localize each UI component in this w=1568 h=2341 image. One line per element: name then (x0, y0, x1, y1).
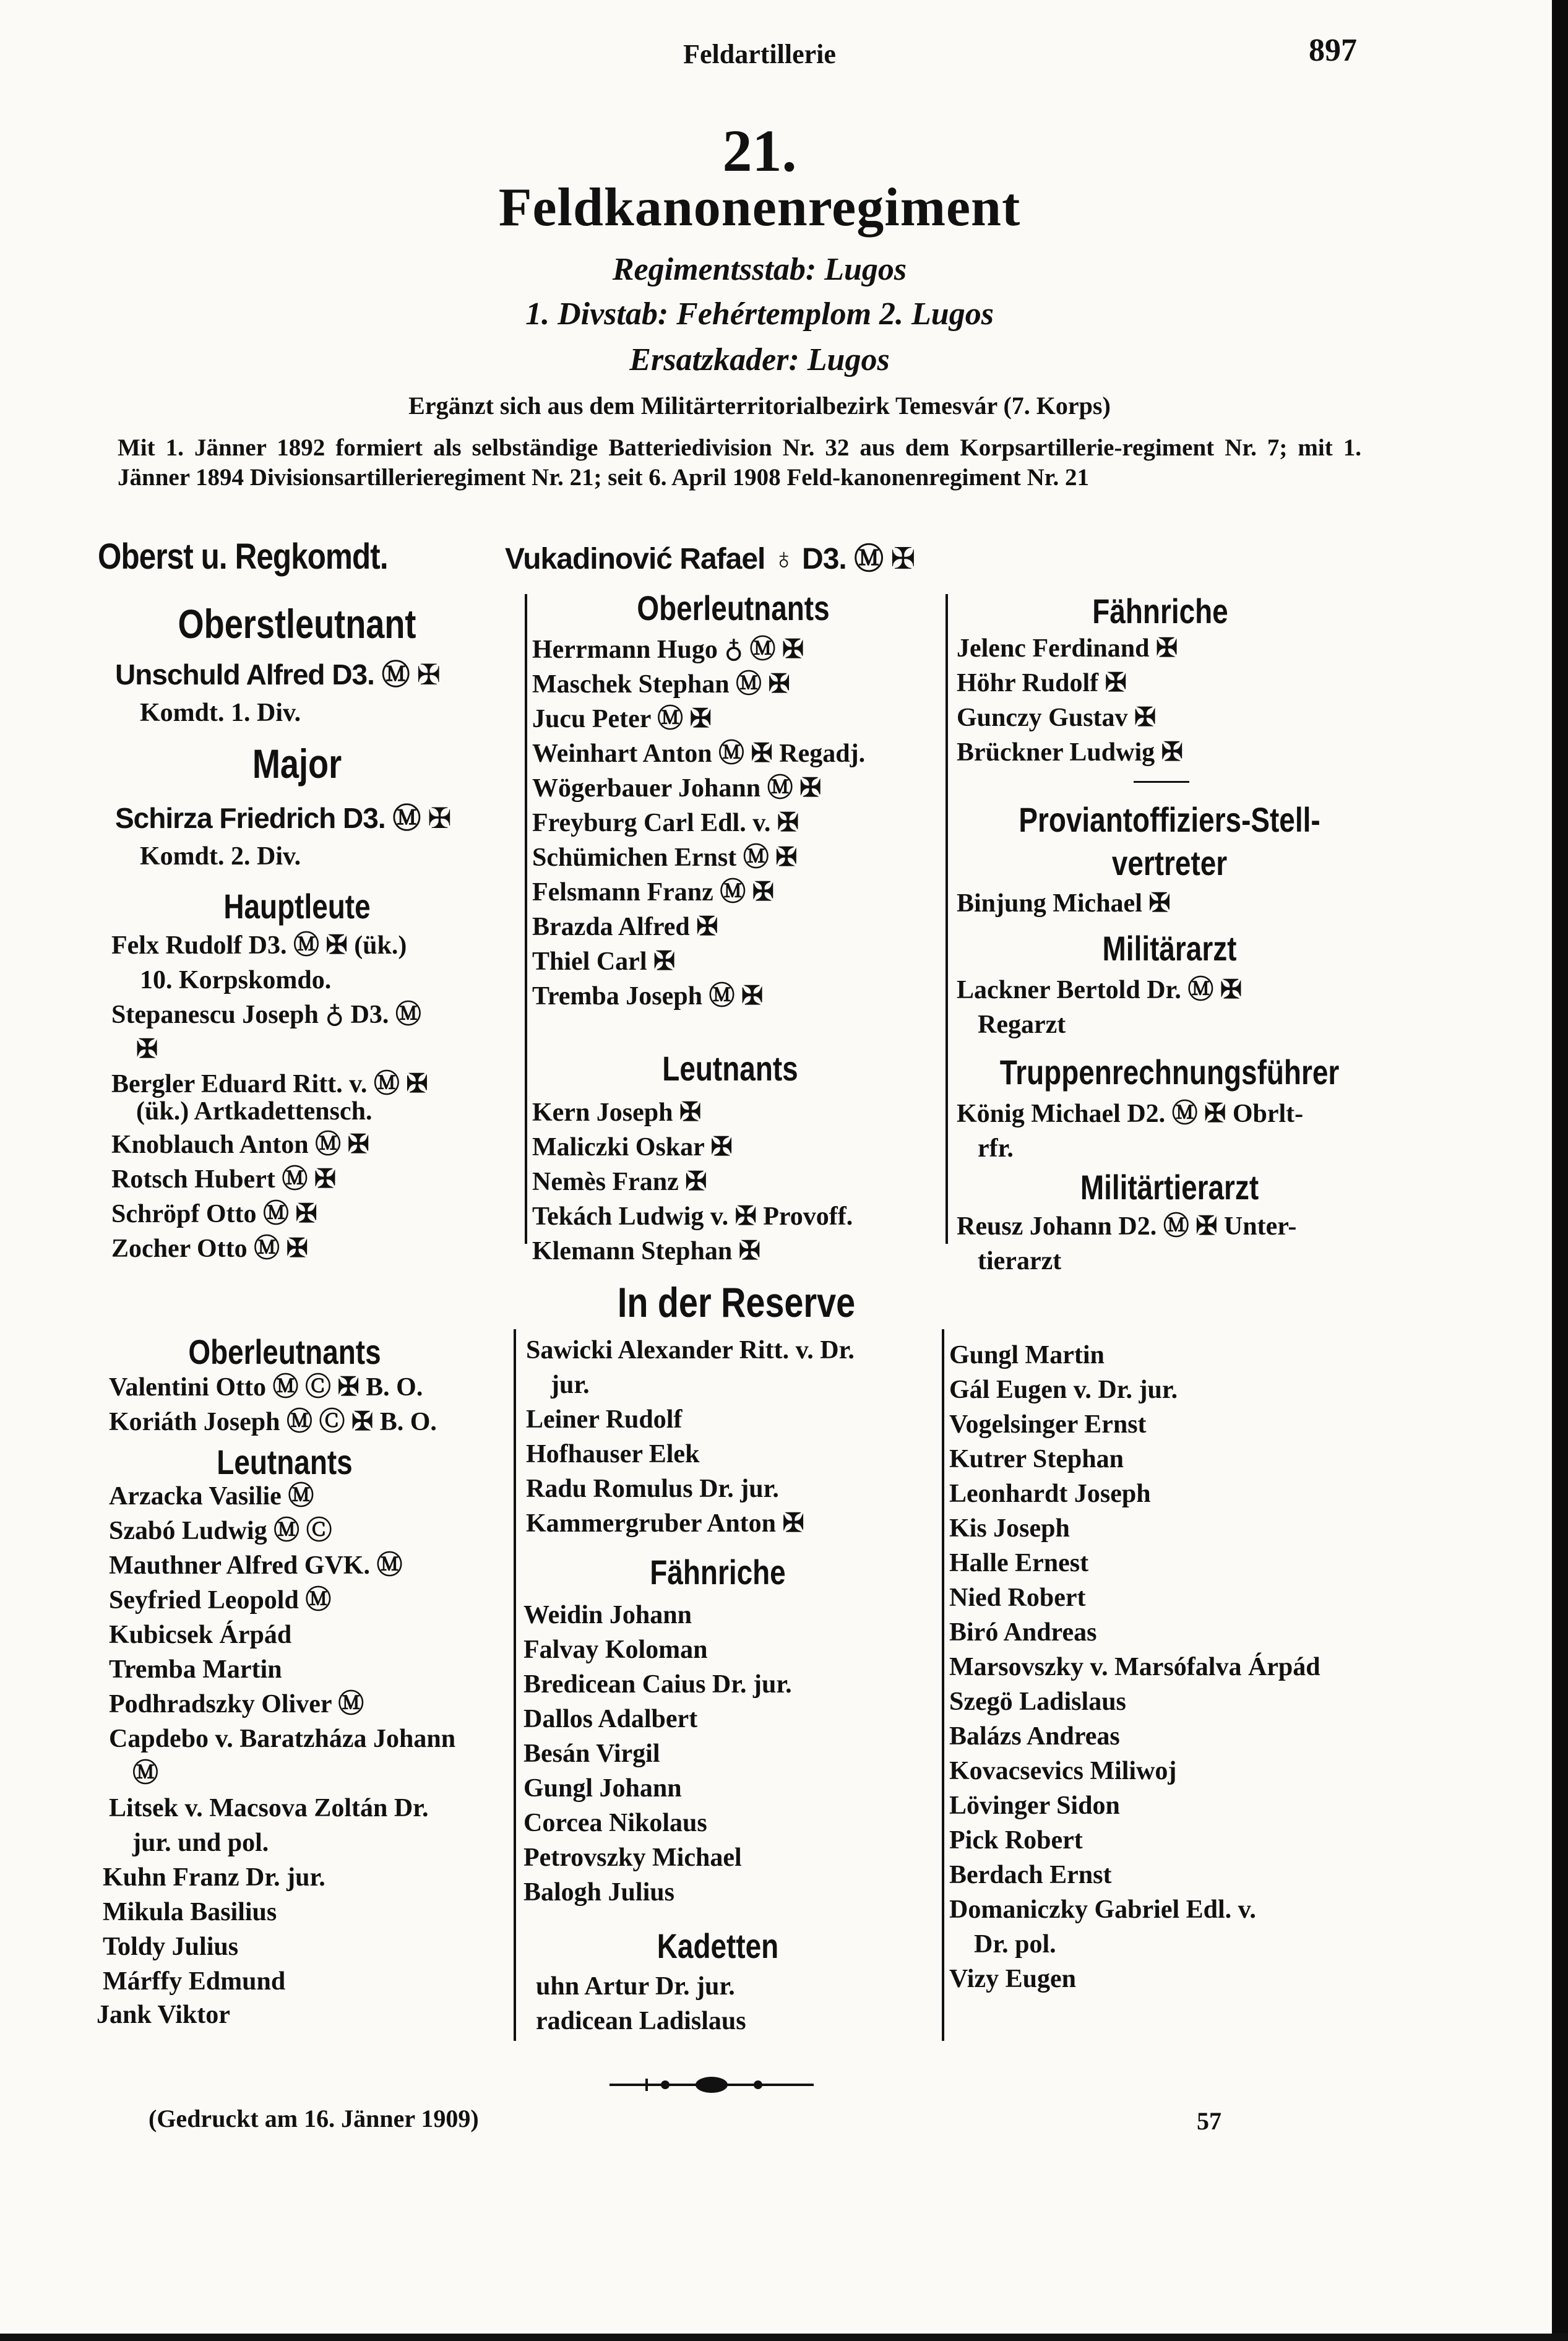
reserve-row: Nied Robert (949, 1584, 1086, 1612)
oberleutnant-row: Thiel Carl ✠ (532, 947, 676, 976)
ornament-divider (610, 2076, 814, 2094)
oberleutnant-row: Felsmann Franz Ⓜ ✠ (532, 878, 775, 907)
separator-line (1134, 781, 1189, 783)
reserve-row: Szegö Ladislaus (949, 1688, 1126, 1716)
heading-oberstleutnant: Oberstleutnant (178, 601, 416, 647)
reserve-row: Kovacsevics Miliwoj (949, 1757, 1177, 1785)
reserve-row: Leonhardt Joseph (949, 1480, 1151, 1508)
reserve-row: Hofhauser Elek (526, 1440, 700, 1468)
reserve-faehnrich-row: Gungl Johann (523, 1774, 682, 1803)
hauptmann-row: 10. Korpskomdo. (140, 966, 332, 994)
heading-oberleutnants: Oberleutnants (637, 588, 830, 627)
kadett-row: uhn Artur Dr. jur. (536, 1972, 735, 2001)
ersatzkader: Ersatzkader: Lugos (629, 342, 890, 377)
reserve-row: Biró Andreas (949, 1618, 1097, 1647)
heading-kadetten: Kadetten (657, 1926, 779, 1965)
oberleutnant-row: Tremba Joseph Ⓜ ✠ (532, 982, 764, 1011)
leutnant-row: Klemann Stephan ✠ (532, 1237, 760, 1265)
reserve-leutnant-row: Seyfried Leopold Ⓜ (109, 1586, 332, 1615)
oberleutnant-row: Freyburg Carl Edl. v. ✠ (532, 809, 799, 837)
reserve-row: Balázs Andreas (949, 1722, 1120, 1751)
hauptmann-row: Schröpf Otto Ⓜ ✠ (111, 1200, 317, 1228)
tierarzt-note: tierarzt (978, 1247, 1062, 1275)
divstab: 1. Divstab: Fehértemplom 2. Lugos (525, 296, 994, 332)
ergaenzungsbezirk: Ergänzt sich aus dem Militärterritorialbezirk Temesvár (7. Korps) (408, 392, 1111, 420)
reserve-leutnant-row: Arzacka Vasilie Ⓜ (109, 1482, 314, 1511)
heading-reserve-leutnants: Leutnants (217, 1442, 353, 1481)
reserve-faehnrich-row: Weidin Johann (523, 1601, 692, 1629)
reserve-leutnant-row: Litsek v. Macsova Zoltán Dr. (109, 1794, 429, 1822)
reserve-rule-right (942, 1329, 944, 2041)
reserve-leutnant-row: Podhradszky Oliver Ⓜ (109, 1690, 364, 1718)
column-rule-right (946, 594, 948, 1244)
reserve-faehnrich-row: Bredicean Caius Dr. jur. (523, 1670, 792, 1699)
reserve-oberleutnant-row: Koriáth Joseph Ⓜ Ⓒ ✠ B. O. (109, 1408, 437, 1436)
scan-edge-bottom (0, 2334, 1568, 2341)
reserve-leutnant-row: Kubicsek Árpád (109, 1621, 292, 1649)
oberst-label: Oberst u. Regkomdt. (98, 537, 388, 577)
reserve-row: Dr. pol. (974, 1930, 1056, 1959)
reserve-row: Pick Robert (949, 1826, 1083, 1855)
reserve-row: Gál Eugen v. Dr. jur. (949, 1376, 1178, 1404)
oberleutnant-row: Wögerbauer Johann Ⓜ ✠ (532, 774, 822, 803)
reserve-leutnant-row: Tremba Martin (109, 1655, 282, 1684)
reserve-row: Vizy Eugen (949, 1965, 1076, 1993)
reserve-row: Lövinger Sidon (949, 1791, 1120, 1820)
heading-proviant-cont: vertreter (1111, 843, 1228, 882)
truppen-row: König Michael D2. Ⓜ ✠ Obrlt- (957, 1100, 1304, 1128)
reserve-row: Berdach Ernst (949, 1861, 1112, 1889)
faehnrich-row: Brückner Ludwig ✠ (957, 738, 1183, 767)
hauptmann-row: Zocher Otto Ⓜ ✠ (111, 1235, 308, 1263)
reserve-row: Halle Ernest (949, 1549, 1089, 1577)
oberleutnant-row: Jucu Peter Ⓜ ✠ (532, 705, 712, 733)
hauptmann-row: (ük.) Artkadettensch. (136, 1097, 373, 1126)
faehnrich-row: Höhr Rudolf ✠ (957, 669, 1127, 697)
column-rule-left (525, 594, 527, 1244)
oberleutnant-row: Herrmann Hugo ♁ Ⓜ ✠ (532, 636, 804, 664)
reserve-faehnrich-row: Dallos Adalbert (523, 1705, 698, 1733)
tierarzt-row: Reusz Johann D2. Ⓜ ✠ Unter- (957, 1212, 1297, 1241)
page-number: 897 (1309, 33, 1357, 68)
leutnant-row: Nemès Franz ✠ (532, 1168, 707, 1196)
heading-faehnriche: Fähnriche (1092, 592, 1228, 631)
hauptmann-row: Bergler Eduard Ritt. v. Ⓜ ✠ (111, 1070, 428, 1098)
heading-major: Major (252, 741, 342, 787)
reserve-leutnant-row: Capdebo v. Baratzháza Johann (109, 1725, 456, 1753)
reserve-row: jur. (551, 1371, 590, 1399)
heading-reserve: In der Reserve (617, 1279, 856, 1326)
reserve-row: Kutrer Stephan (949, 1445, 1124, 1473)
heading-proviant: Proviantoffiziers-Stell- (1019, 800, 1320, 839)
heading-hauptleute: Hauptleute (223, 887, 371, 926)
reserve-leutnant-row: Ⓜ (132, 1759, 159, 1788)
reserve-leutnant-row: Kuhn Franz Dr. jur. (103, 1863, 325, 1892)
hauptmann-row: Stepanescu Joseph ♁ D3. Ⓜ (111, 1001, 421, 1029)
reserve-leutnant-row: Mauthner Alfred GVK. Ⓜ (109, 1551, 403, 1580)
oberst-name: Vukadinović Rafael ♁ D3. Ⓜ ✠ (505, 543, 915, 576)
major-note: Komdt. 2. Div. (140, 842, 301, 871)
leutnant-row: Maliczki Oskar ✠ (532, 1133, 733, 1162)
reserve-leutnant-row: Mikula Basilius (103, 1898, 277, 1926)
reserve-faehnrich-row: Besán Virgil (523, 1740, 660, 1768)
faehnrich-row: Gunczy Gustav ✠ (957, 704, 1157, 732)
heading-truppenrechnungsfuehrer: Truppenrechnungsführer (999, 1053, 1340, 1092)
reserve-faehnrich-row: Corcea Nikolaus (523, 1809, 707, 1837)
reserve-leutnant-row: Márffy Edmund (103, 1967, 286, 1996)
faehnrich-row: Jelenc Ferdinand ✠ (957, 634, 1178, 663)
major-name: Schirza Friedrich D3. Ⓜ ✠ (115, 802, 451, 834)
hauptmann-row: ✠ (136, 1035, 158, 1064)
reserve-row: Radu Romulus Dr. jur. (526, 1475, 779, 1503)
oberleutnant-row: Weinhart Anton Ⓜ ✠ Regadj. (532, 739, 866, 768)
regiment-number: 21. (722, 118, 797, 184)
reserve-row: Leiner Rudolf (526, 1405, 683, 1434)
reserve-row: Vogelsinger Ernst (949, 1410, 1147, 1439)
reserve-faehnrich-row: Balogh Julius (523, 1878, 674, 1907)
reserve-row: Domaniczky Gabriel Edl. v. (949, 1895, 1256, 1924)
regimentsstab: Regimentsstab: Lugos (612, 252, 907, 287)
running-head: Feldartillerie (683, 39, 836, 69)
regiment-history: Mit 1. Jänner 1892 formiert als selbständige Batteriedivision Nr. 32 aus dem Korpsartillerie-regiment Nr. 7; mit 1. Jänner 1894 Divisionsartillerieregiment Nr. 21; seit 6. April 1908 Feld-kanonenregiment Nr. 21 (118, 434, 1361, 491)
reserve-leutnant-row: Jank Viktor (97, 2001, 230, 2029)
reserve-row: Sawicki Alexander Ritt. v. Dr. (526, 1336, 855, 1365)
reserve-leutnant-row: Szabó Ludwig Ⓜ Ⓒ (109, 1517, 332, 1545)
reserve-row: Marsovszky v. Marsófalva Árpád (949, 1653, 1320, 1681)
hauptmann-row: Rotsch Hubert Ⓜ ✠ (111, 1165, 337, 1194)
heading-militaerarzt: Militärarzt (1102, 929, 1237, 968)
signature-mark: 57 (1197, 2107, 1221, 2135)
oberleutnant-row: Brazda Alfred ✠ (532, 913, 718, 941)
reserve-faehnrich-row: Falvay Koloman (523, 1636, 708, 1664)
kadett-row: radicean Ladislaus (536, 2007, 746, 2035)
heading-reserve-faehnriche: Fähnriche (650, 1553, 786, 1592)
reserve-leutnant-row: jur. und pol. (132, 1829, 269, 1857)
reserve-row: Kis Joseph (949, 1514, 1070, 1543)
arzt-row: Lackner Bertold Dr. Ⓜ ✠ (957, 976, 1243, 1004)
reserve-leutnant-row: Toldy Julius (103, 1933, 239, 1961)
obstlt-note: Komdt. 1. Div. (140, 699, 301, 727)
leutnant-row: Kern Joseph ✠ (532, 1098, 702, 1127)
reserve-oberleutnant-row: Valentini Otto Ⓜ Ⓒ ✠ B. O. (109, 1373, 423, 1402)
hauptmann-row: Felx Rudolf D3. Ⓜ ✠ (ük.) (111, 931, 407, 960)
reserve-faehnrich-row: Petrovszky Michael (523, 1843, 742, 1872)
oberleutnant-row: Schümichen Ernst Ⓜ ✠ (532, 843, 798, 872)
obstlt-name: Unschuld Alfred D3. Ⓜ ✠ (115, 658, 441, 691)
heading-militaertierarzt: Militärtierarzt (1080, 1168, 1259, 1207)
reserve-rule-left (514, 1329, 516, 2041)
oberleutnant-row: Maschek Stephan Ⓜ ✠ (532, 670, 790, 699)
regiment-name: Feldkanonenregiment (498, 178, 1021, 238)
scan-edge-right (1552, 0, 1568, 2341)
arzt-note: Regarzt (978, 1011, 1066, 1039)
reserve-row: Gungl Martin (949, 1341, 1105, 1369)
heading-leutnants: Leutnants (662, 1049, 798, 1088)
print-date: (Gedruckt am 16. Jänner 1909) (149, 2105, 479, 2132)
hauptmann-row: Knoblauch Anton Ⓜ ✠ (111, 1131, 369, 1159)
reserve-row: Kammergruber Anton ✠ (526, 1509, 804, 1538)
truppen-note: rfr. (978, 1134, 1014, 1163)
heading-reserve-oberleutnants: Oberleutnants (188, 1332, 381, 1371)
proviant-row: Binjung Michael ✠ (957, 889, 1171, 918)
leutnant-row: Tekách Ludwig v. ✠ Provoff. (532, 1202, 853, 1231)
